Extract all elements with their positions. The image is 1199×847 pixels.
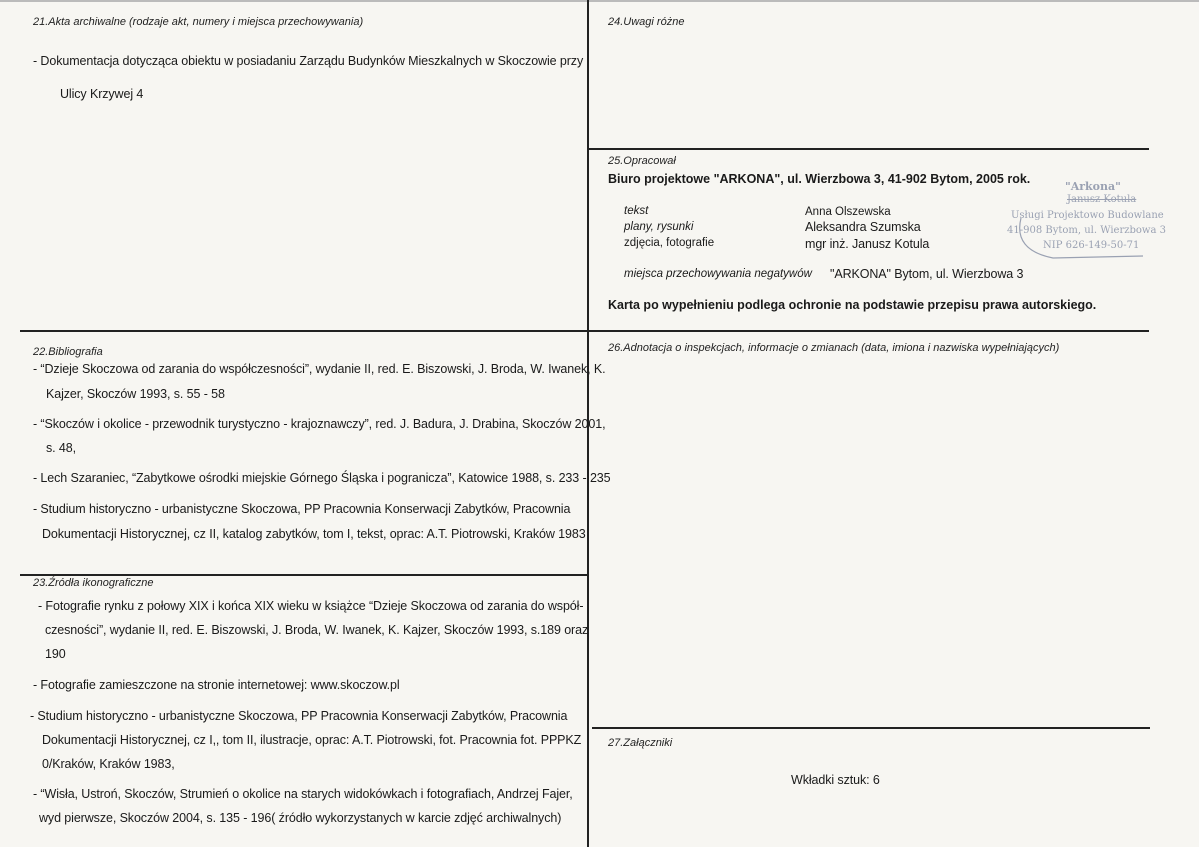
iconography-line-1: - Fotografie rynku z połowy XIX i końca XIX wieku w książce “Dzieje Skoczowa od zarania do współ-	[38, 599, 584, 613]
iconography-line-9: wyd pierwsze, Skoczów 2004, s. 135 - 196( źródło wykorzystanych w karcie zdjęć archiwalnych)	[39, 811, 562, 825]
bibliography-line-3: - “Skoczów i okolice - przewodnik turystyczno - krajoznawczy”, red. J. Badura, J. Drabina, Skoczów 2001,	[33, 417, 606, 431]
section-27-header: 27.Załączniki	[608, 737, 673, 749]
bibliography-line-6: - Studium historyczno - urbanistyczne Skoczowa, PP Pracownia Konserwacji Zabytków, Pracownia	[33, 502, 571, 516]
section-25-header: 25.Opracował	[608, 155, 676, 167]
iconography-line-4: - Fotografie zamieszczone na stronie internetowej: www.skoczow.pl	[33, 678, 400, 692]
section-21-line-2: Ulicy Krzywej 4	[60, 87, 144, 101]
bureau-line: Biuro projektowe "ARKONA", ul. Wierzbowa 3, 41-902 Bytom, 2005 rok.	[608, 172, 1031, 186]
divider-left-21-22	[20, 330, 588, 332]
iconography-line-3: 190	[45, 647, 66, 661]
attachments-count: Wkładki sztuk: 6	[791, 773, 880, 787]
section-21-header: 21.Akta archiwalne (rodzaje akt, numery i miejsca przechowywania)	[33, 16, 364, 28]
section-23-header: 23.Źródła ikonograficzne	[33, 577, 154, 589]
divider-right-24-25	[587, 148, 1149, 150]
stamp-line-2: Janusz Kotula	[1067, 194, 1137, 205]
bibliography-line-2: Kajzer, Skoczów 1993, s. 55 - 58	[46, 387, 225, 401]
stamp-line-1: "Arkona"	[1065, 180, 1121, 193]
iconography-line-8: - “Wisła, Ustroń, Skoczów, Strumień o okolice na starych widokówkach i fotografiach, Andrzej Fajer,	[33, 787, 573, 801]
negatives-label: miejsca przechowywania negatywów	[624, 268, 812, 280]
iconography-line-2: czesności”, wydanie II, red. E. Biszowski, J. Broda, W. Iwanek, K. Kajzer, Skoczów 1993, s.189 oraz	[45, 623, 589, 637]
bibliography-line-1: - “Dzieje Skoczowa od zarania do współczesności”, wydanie II, red. E. Biszowski, J. Broda, W. Iwanek, K.	[33, 362, 606, 376]
section-24-header: 24.Uwagi różne	[608, 16, 685, 28]
iconography-line-5: - Studium historyczno - urbanistyczne Skoczowa, PP Pracownia Konserwacji Zabytków, Pracownia	[30, 709, 568, 723]
bibliography-line-7: Dokumentacji Historycznej, cz II, katalog zabytków, tom I, tekst, oprac: A.T. Piotrowski, Kraków 1983	[42, 527, 586, 541]
credit-value-drawings: Aleksandra Szumska	[805, 220, 921, 234]
company-stamp	[1003, 180, 1181, 270]
divider-left-22-23	[20, 574, 588, 576]
section-26-header: 26.Adnotacja o inspekcjach, informacje o zmianach (data, imiona i nazwiska wypełniających)	[608, 342, 1060, 354]
divider-right-25-26	[587, 330, 1149, 332]
stamp-line-3: Usługi Projektowo Budowlane	[1011, 210, 1164, 221]
stamp-line-5: NIP 626-149-50-71	[1043, 240, 1140, 251]
section-22-header: 22.Bibliografia	[33, 346, 103, 358]
page-top-border	[0, 0, 1199, 2]
divider-right-26-27	[592, 727, 1150, 729]
credit-value-photos: mgr inż. Janusz Kotula	[805, 237, 930, 251]
bibliography-line-5: - Lech Szaraniec, “Zabytkowe ośrodki miejskie Górnego Śląska i pogranicza”, Katowice 1988, s. 233 - 235	[33, 471, 611, 485]
section-21-line-1: - Dokumentacja dotycząca obiektu w posiadaniu Zarządu Budynków Mieszkalnych w Skoczowie przy	[33, 54, 584, 68]
credit-value-text: Anna Olszewska	[805, 206, 891, 218]
iconography-line-6: Dokumentacji Historycznej, cz I,, tom II, ilustracje, oprac: A.T. Piotrowski, fot. Pracownia fot. PPPKZ	[42, 733, 582, 747]
credit-label-photos: zdjęcia, fotografie	[624, 237, 715, 249]
iconography-line-7: 0/Kraków, Kraków 1983,	[42, 757, 175, 771]
negatives-value: "ARKONA" Bytom, ul. Wierzbowa 3	[830, 267, 1024, 281]
stamp-line-4: 41-908 Bytom, ul. Wierzbowa 3	[1007, 225, 1166, 236]
credit-label-drawings: plany, rysunki	[624, 221, 694, 233]
copyright-note: Karta po wypełnieniu podlega ochronie na podstawie przepisu prawa autorskiego.	[608, 298, 1097, 312]
bibliography-line-4: s. 48,	[46, 441, 76, 455]
credit-label-text: tekst	[624, 205, 649, 217]
